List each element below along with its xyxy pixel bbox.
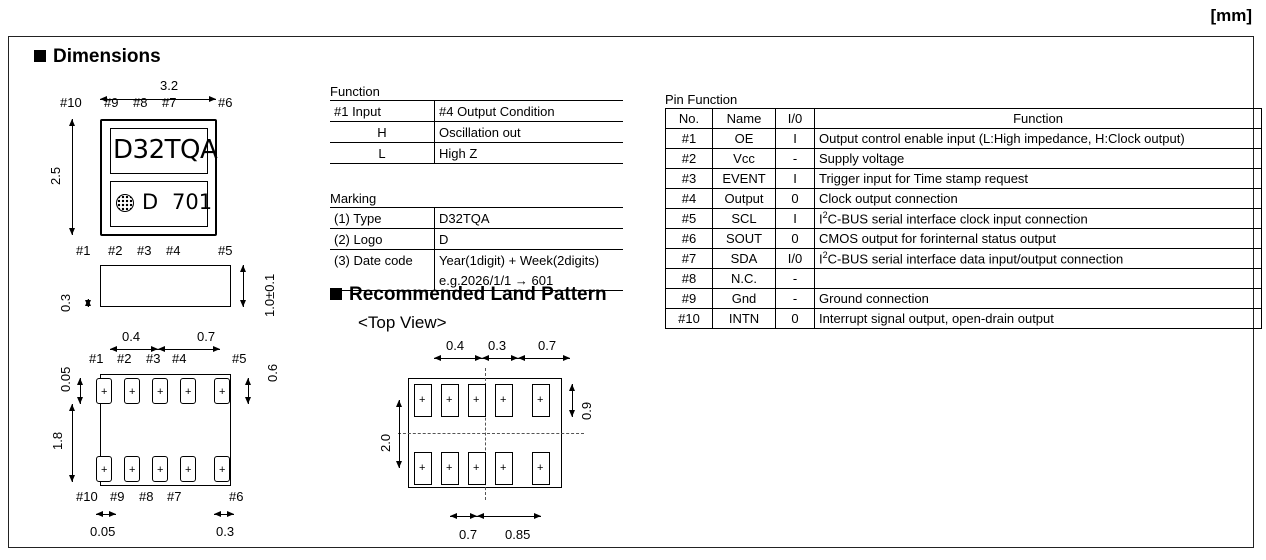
ext-line [0, 101, 1, 123]
pin-fn: Ground connection [815, 289, 1262, 309]
bottom-pin-label-10: #10 [76, 489, 98, 504]
function-cell: #4 Output Condition [435, 101, 624, 122]
function-cell: Oscillation out [435, 122, 624, 143]
table-row [330, 208, 623, 229]
side-height-dim: 1.0±0.1 [262, 273, 277, 317]
table-row [666, 129, 1262, 149]
table-row [666, 209, 1262, 229]
pad-cross-icon: + [219, 464, 226, 476]
pin-fn: Clock output connection [815, 189, 1262, 209]
marking-type-text: D32TQA [113, 135, 218, 165]
pin-fn: Interrupt signal output, open-drain output [815, 309, 1262, 329]
marking-table-caption: Marking [330, 191, 377, 206]
pin-fn [815, 269, 1262, 289]
pin-function-table [665, 108, 1262, 329]
lp-dim-04: 0.4 [446, 338, 465, 353]
pin-fn: $I^2C$-BUS serial interface data input/output connection [815, 249, 1262, 269]
ext-line [0, 210, 1, 248]
square-bullet-icon [34, 50, 46, 62]
pin-function-caption: Pin Function [665, 92, 738, 107]
pin-fn: CMOS output for forinternal status output [815, 229, 1262, 249]
lp-arrow-03 [482, 358, 518, 359]
lp-arrow-07b [450, 516, 477, 517]
pad-cross-icon: + [129, 464, 136, 476]
function-cell: L [330, 143, 435, 164]
bottom-pin-label-4: #4 [172, 351, 187, 366]
pin-io: - [776, 149, 815, 169]
table-row [330, 101, 623, 122]
top-view-label: <Top View> [358, 313, 447, 332]
pad-cross-icon: + [473, 394, 480, 406]
bottom-arrow-18 [72, 404, 73, 482]
marking-table [330, 207, 623, 291]
bottom-dim-005-bottom: 0.05 [90, 524, 116, 539]
pad-cross-icon: + [419, 394, 426, 406]
pin-name: SOUT [713, 229, 776, 249]
lp-arrow-09 [572, 384, 573, 417]
pin-label-6: #6 [218, 95, 233, 110]
bottom-pin-label-3: #3 [146, 351, 161, 366]
ext-line [0, 404, 1, 436]
ext-line [0, 172, 1, 210]
bottom-pin-label-2: #2 [117, 351, 132, 366]
pin-no: #1 [666, 129, 713, 149]
orientation-dot-icon [116, 194, 134, 212]
standoff-dim: 0.3 [58, 293, 73, 312]
pin-name: SCL [713, 209, 776, 229]
pad-cross-icon: + [537, 462, 544, 474]
bottom-arrow-005b [96, 514, 116, 515]
table-row [666, 169, 1262, 189]
bottom-dim-03: 0.3 [216, 524, 235, 539]
pad-cross-icon: + [500, 462, 507, 474]
pin-io: 0 [776, 309, 815, 329]
pin-label-1: #1 [76, 243, 91, 258]
ext-line [0, 123, 1, 145]
pin-no: #3 [666, 169, 713, 189]
pin-name: EVENT [713, 169, 776, 189]
pad-cross-icon: + [129, 386, 136, 398]
marking-cell: D [435, 229, 624, 250]
package-width-dim: 3.2 [160, 78, 179, 93]
pin-io: I [776, 169, 815, 189]
bottom-arrow-07 [158, 349, 220, 350]
ext-line [0, 145, 1, 167]
bottom-dim-005-top: 0.05 [58, 366, 73, 392]
ext-line [0, 340, 1, 372]
lp-dim-09: 0.9 [579, 401, 594, 420]
col-header-function: Function [815, 109, 1262, 129]
pin-fn: Output control enable input (L:High impedance, H:Clock output) [815, 129, 1262, 149]
pad-cross-icon: + [446, 462, 453, 474]
function-cell: High Z [435, 143, 624, 164]
lp-dim-07-bottom: 0.7 [459, 527, 478, 542]
table-row [666, 149, 1262, 169]
pin-no: #9 [666, 289, 713, 309]
centerline-horizontal [398, 433, 584, 434]
col-header-name: Name [713, 109, 776, 129]
bottom-arrow-04 [110, 349, 158, 350]
bottom-arrow-06 [248, 378, 249, 404]
lp-arrow-07 [518, 358, 570, 359]
marking-cell: e.g.2026/1/1 → 601 [435, 270, 624, 291]
pad-cross-icon: + [157, 464, 164, 476]
pad-cross-icon: + [500, 394, 507, 406]
lp-dim-03: 0.3 [488, 338, 507, 353]
pad-cross-icon: + [537, 394, 544, 406]
bottom-pin-label-1: #1 [89, 351, 104, 366]
bottom-pin-label-9: #9 [110, 489, 125, 504]
bottom-arrow-005 [80, 378, 81, 404]
table-row [330, 122, 623, 143]
pin-name: INTN [713, 309, 776, 329]
table-row [330, 250, 623, 271]
col-header-no: No. [666, 109, 713, 129]
pin-io: - [776, 269, 815, 289]
bottom-dim-06: 0.6 [265, 363, 280, 382]
pin-no: #5 [666, 209, 713, 229]
marking-cell: (2) Logo [330, 229, 435, 250]
lp-dim-085: 0.85 [505, 527, 531, 542]
pad-cross-icon: + [419, 462, 426, 474]
pin-no: #8 [666, 269, 713, 289]
side-view-body [100, 265, 231, 307]
pin-io: - [776, 289, 815, 309]
pad-cross-icon: + [101, 464, 108, 476]
bottom-dim-18: 1.8 [50, 431, 65, 450]
pin-name: Vcc [713, 149, 776, 169]
dimensions-section-title: Dimensions [34, 46, 161, 68]
pin-name: N.C. [713, 269, 776, 289]
pin-no: #4 [666, 189, 713, 209]
pin-name: Gnd [713, 289, 776, 309]
lp-dim-20: 2.0 [378, 433, 393, 452]
ext-line [0, 372, 1, 404]
pin-name: OE [713, 129, 776, 149]
function-table-caption: Function [330, 84, 380, 99]
standoff-arrow [88, 299, 89, 307]
package-height-dim: 2.5 [48, 166, 63, 185]
table-row [666, 309, 1262, 329]
ext-line [0, 30, 1, 60]
lp-arrow-20 [399, 400, 400, 468]
lp-dim-07-top: 0.7 [538, 338, 557, 353]
ext-line [0, 292, 1, 314]
lp-arrow-04 [434, 358, 482, 359]
marking-cell: (3) Date code [330, 250, 435, 271]
function-cell: H [330, 122, 435, 143]
land-pattern-section-title: Recommended Land Pattern [330, 284, 607, 306]
table-row [666, 289, 1262, 309]
pin-label-8: #8 [133, 95, 148, 110]
function-table [330, 100, 623, 164]
pin-io: I/0 [776, 249, 815, 269]
lp-arrow-085 [477, 516, 541, 517]
unit-label: [mm] [1210, 6, 1252, 25]
pin-io: 0 [776, 229, 815, 249]
table-row [666, 249, 1262, 269]
pin-fn: Supply voltage [815, 149, 1262, 169]
ext-line [0, 314, 1, 336]
pad-cross-icon: + [185, 464, 192, 476]
table-row [330, 143, 623, 164]
function-cell: #1 Input [330, 101, 435, 122]
bottom-arrow-03 [214, 514, 234, 515]
ext-line [0, 248, 1, 270]
marking-cell: Year(1digit) + Week(2digits) [435, 250, 624, 271]
bottom-dim-04: 0.4 [122, 329, 141, 344]
marking-divider [0, 62, 1, 98]
pin-io: I [776, 209, 815, 229]
table-row [666, 189, 1262, 209]
bottom-pin-label-8: #8 [139, 489, 154, 504]
pin-name: SDA [713, 249, 776, 269]
ext-line [0, 0, 1, 30]
bottom-pin-label-7: #7 [167, 489, 182, 504]
marking-cell: (1) Type [330, 208, 435, 229]
marking-logo-text: D [142, 190, 159, 214]
table-row [666, 269, 1262, 289]
pin-io: 0 [776, 189, 815, 209]
square-bullet-icon [330, 288, 342, 300]
pin-label-4: #4 [166, 243, 181, 258]
pin-no: #7 [666, 249, 713, 269]
marking-datecode-text: 701 [172, 190, 213, 214]
pin-label-10: #10 [60, 95, 82, 110]
pin-name: Output [713, 189, 776, 209]
pin-label-5: #5 [218, 243, 233, 258]
col-header-io: I/0 [776, 109, 815, 129]
pin-fn: $I^2C$-BUS serial interface clock input connection [815, 209, 1262, 229]
pin-io: I [776, 129, 815, 149]
pad-cross-icon: + [101, 386, 108, 398]
table-row [666, 229, 1262, 249]
package-height-arrow [72, 119, 73, 235]
bottom-pin-label-5: #5 [232, 351, 247, 366]
pin-no: #6 [666, 229, 713, 249]
table-header-row [666, 109, 1262, 129]
pin-label-2: #2 [108, 243, 123, 258]
pad-cross-icon: + [219, 386, 226, 398]
pin-no: #10 [666, 309, 713, 329]
table-row [330, 229, 623, 250]
pad-cross-icon: + [446, 394, 453, 406]
side-height-arrow [243, 265, 244, 307]
pin-label-7: #7 [162, 95, 177, 110]
pin-label-3: #3 [137, 243, 152, 258]
marking-cell: D32TQA [435, 208, 624, 229]
pin-label-9: #9 [104, 95, 119, 110]
pin-fn: Trigger input for Time stamp request [815, 169, 1262, 189]
pin-no: #2 [666, 149, 713, 169]
pad-cross-icon: + [185, 386, 192, 398]
pad-cross-icon: + [473, 462, 480, 474]
bottom-dim-07: 0.7 [197, 329, 216, 344]
bottom-pin-label-6: #6 [229, 489, 244, 504]
pad-cross-icon: + [157, 386, 164, 398]
ext-line [0, 270, 1, 292]
